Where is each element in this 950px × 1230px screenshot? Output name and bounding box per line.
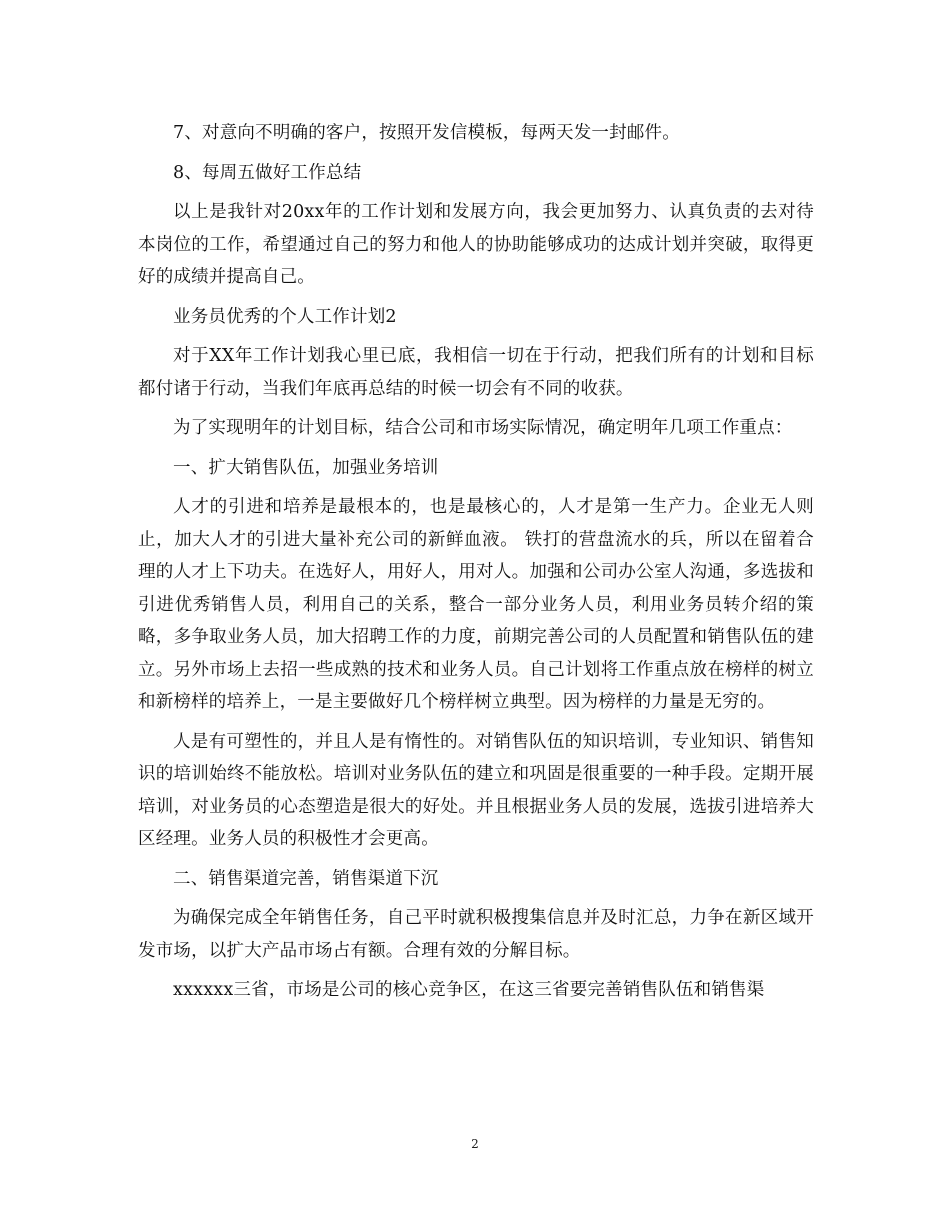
closing-paragraph: 以上是我针对20xx年的工作计划和发展方向，我会更加努力、认真负责的去对待本岗位的工作，希望通过自己的努力和他人的协助能够成功的达成计划并突破，取得更好的成绩并提高自己。	[138, 202, 814, 287]
talent-paragraph: 人才的引进和培养是最根本的，也是最核心的，人才是第一生产力。企业无人则止，加大人才的引进大量补充公司的新鲜血液。 铁打的营盘流水的兵，所以在留着合理的人才上下功夫。在选好人，用好人，用对人。加强和公司办公室人沟通，多选拔和引进优秀销售人员，利用自己的关系，整合一部分业务人员，利用业务员转介绍的策略，多争取业务人员，加大招聘工作的力度，前期完善公司的人员配置和销售队伍的建立。另外市场上去招一些成熟的技术和业务人员。自己计划将工作重点放在榜样的树立和新榜样的培养上，一是主要做好几个榜样树立典型。因为榜样的力量是无穷的。	[138, 497, 814, 712]
training-paragraph: 人是有可塑性的，并且人是有惰性的。对销售队伍的知识培训，专业知识、销售知识的培训始终不能放松。培训对业务队伍的建立和巩固是很重要的一种手段。定期开展培训，对业务员的心态塑造是很大的好处。并且根据业务人员的发展，选拔引进培养大区经理。业务人员的积极性才会更高。	[138, 731, 814, 849]
heading-sales-channels: 二、销售渠道完善，销售渠道下沉	[173, 868, 439, 889]
list-item-7: 7、对意向不明确的客户，按照开发信模板，每两天发一封邮件。	[173, 123, 680, 143]
heading-expand-sales-team: 一、扩大销售队伍，加强业务培训	[173, 457, 439, 478]
page-number: 2	[471, 1137, 479, 1151]
sales-task-paragraph: 为确保完成全年销售任务，自己平时就积极搜集信息并及时汇总，力争在新区域开发市场，以扩大产品市场占有额。合理有效的分解目标。	[138, 908, 814, 961]
list-item-8: 8、每周五做好工作总结	[173, 162, 362, 183]
goals-paragraph: 为了实现明年的计划目标，结合公司和市场实际情况，确定明年几项工作重点：	[173, 418, 793, 438]
three-provinces-paragraph: xxxxxx三省，市场是公司的核心竞争区，在这三省要完善销售队伍和销售渠	[173, 980, 765, 1000]
intro-paragraph: 对于XX年工作计划我心里已底，我相信一切在于行动，把我们所有的计划和目标都付诸于行动，当我们年底再总结的时候一切会有不同的收获。	[138, 346, 814, 399]
section-title-plan-2: 业务员优秀的个人工作计划2	[173, 306, 397, 327]
document-body	[138, 117, 814, 1007]
